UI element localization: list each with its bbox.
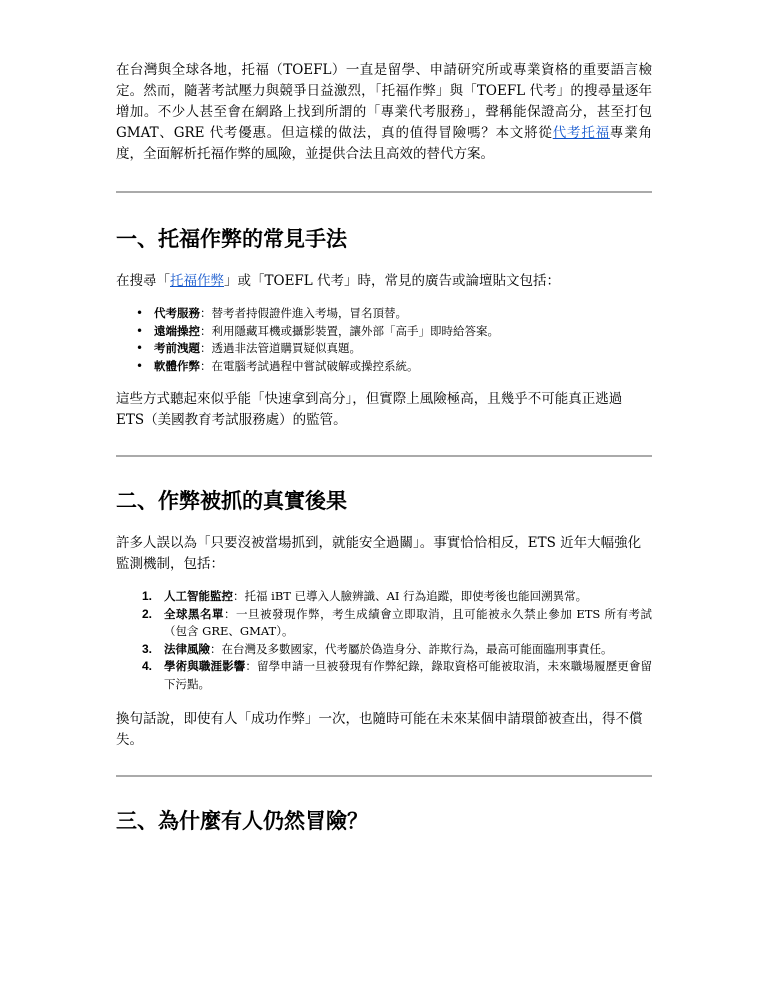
item-number: 3. (142, 641, 153, 656)
section1-outro: 這些方式聽起來似乎能「快速拿到高分」，但實際上風險極高，且幾乎不可能真正逃過 ETS（美國教育考試服務處）的監管。 (116, 391, 623, 428)
item-term: 學術與職涯影響 (164, 659, 246, 673)
list-item (142, 641, 652, 659)
toefl-proxy-link[interactable]: 代考托福 (552, 125, 610, 141)
item-text: ：透過非法管道購買疑似真題。 (200, 341, 361, 355)
toefl-cheating-link[interactable]: 托福作弊 (170, 273, 224, 289)
divider-2 (116, 455, 652, 457)
list-item (142, 606, 652, 641)
item-term: 考前洩題 (154, 341, 200, 355)
item-number: 2. (142, 606, 153, 621)
item-term: 人工智能監控 (164, 589, 233, 603)
item-text: ：留學申請一旦被發現有作弊紀錄，錄取資格可能被取消，未來職場履歷更會留下污點。 (164, 659, 653, 691)
list-item (142, 658, 653, 693)
item-term: 代考服務 (154, 306, 200, 320)
intro-paragraph (116, 60, 652, 165)
item-term: 全球黑名單 (164, 606, 225, 621)
section2-outro: 換句話說，即使有人「成功作弊」一次，也隨時可能在未來某個申請環節被查出，得不償失。 (116, 711, 643, 748)
item-text: ：在電腦考試過程中嘗試破解或操控系統。 (200, 358, 419, 373)
section1-lead (116, 271, 652, 292)
item-text: ：托福 iBT 已導入人臉辨識、AI 行為追蹤，即使考後也能回溯異常。 (233, 589, 588, 603)
item-term: 軟體作弊 (154, 358, 200, 373)
list-item (154, 323, 652, 341)
item-text: ：替考者持假證件進入考場，冒名頂替。 (200, 306, 407, 320)
section2-lead: 許多人誤以為「只要沒被當場抓到，就能安全過關」。事實恰恰相反，ETS 近年大幅強化監測機制，包括： (116, 535, 642, 572)
section3-heading: 三、為什麼有人仍然冒險？ (116, 808, 368, 833)
item-text: ：利用隱藏耳機或攝影裝置，讓外部「高手」即時給答案。 (200, 323, 499, 338)
section1-lead-end: 」或「TOEFL 代考」時，常見的廣告或論壇貼文包括： (224, 273, 561, 289)
item-text: ：在台灣及多數國家，代考屬於偽造身分、詐欺行為，最高可能面臨刑事責任。 (210, 641, 613, 656)
divider-3 (116, 775, 652, 777)
list-item (154, 340, 652, 358)
item-number: 1. (142, 589, 153, 603)
item-text: ：一旦被發現作弊，考生成績會立即取消，且可能被永久禁止參加 ETS 所有考試（包含 GRE、GMAT）。 (164, 606, 652, 638)
consequences-list (116, 588, 652, 693)
divider-1 (116, 191, 652, 193)
intro-text-start: 在台灣與全球各地，托福（TOEFL）一直是留學、申請研究所或專業資格的重要語言檢定。然而，隨著考試壓力與競爭日益激烈，「托福作弊」與「TOEFL 代考」的搜尋量逐年增加。不少人甚至會在網路上找到所謂的「專業代考服務」，聲稱能保證高分，甚至打包 GMAT、GRE 代考優惠。但這樣的做法，真的值得冒險嗎？本文將從 (116, 62, 652, 141)
cheating-methods-list (116, 305, 652, 375)
item-number: 4. (142, 659, 153, 673)
list-item (142, 588, 652, 606)
section2-heading: 二、作弊被抓的真實後果 (116, 488, 347, 513)
list-item (154, 358, 652, 376)
item-term: 法律風險 (164, 641, 210, 656)
section1-lead-start: 在搜尋「 (116, 273, 170, 289)
item-term: 遠端操控 (154, 323, 200, 338)
section1-heading: 一、托福作弊的常見手法 (116, 226, 347, 251)
list-item (154, 305, 652, 323)
intro-text-end: 專業角度，全面解析托福作弊的風險，並提供合法且高效的替代方案。 (116, 125, 653, 162)
